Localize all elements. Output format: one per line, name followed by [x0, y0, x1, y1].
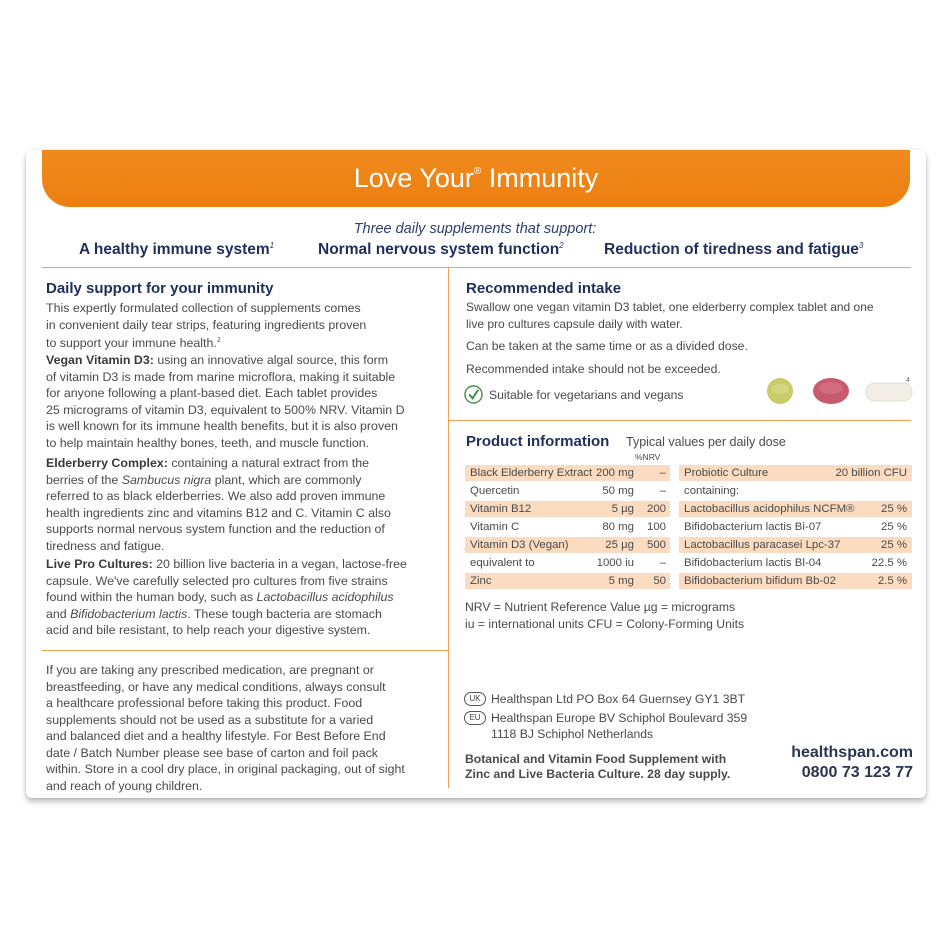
- table-row: Vitamin D3 (Vegan) 25 µg 500: [465, 537, 670, 553]
- eu-badge-icon: EU: [464, 711, 486, 725]
- eu-address-line1: Healthspan Europe BV Schiphol Boulevard 359: [491, 711, 748, 725]
- legend-nrv: NRV = Nutrient Reference Value µg = micrograms: [465, 600, 736, 614]
- divider-right: [449, 420, 911, 421]
- supplement-pills-image: [760, 375, 920, 409]
- daily-support-heading: Daily support for your immunity: [46, 280, 274, 297]
- table-row: Bifidobacterium bifidum Bb-02 2.5 %: [679, 573, 912, 589]
- table-row: equivalent to 1000 iu –: [470, 557, 666, 569]
- divided-dose-text: Can be taken at the same time or as a divided dose.: [466, 339, 748, 353]
- table-row: containing:: [684, 485, 740, 497]
- eu-address-line2: 1118 BJ Schiphol Netherlands: [491, 727, 654, 741]
- table-row: Lactobacillus paracasei Lpc-37 25 %: [679, 537, 912, 553]
- table-row: Quercetin 50 mg –: [470, 485, 666, 497]
- intake-instructions: Swallow one vegan vitamin D3 tablet, one elderberry complex tablet and one live pro cultures capsule daily with water.: [466, 300, 874, 331]
- recommended-intake-heading: Recommended intake: [466, 280, 622, 297]
- benefit-fatigue: Reduction of tiredness and fatigue$^3$: [604, 241, 864, 259]
- product-info-heading: Product information: [466, 433, 610, 450]
- not-exceeded-text: Recommended intake should not be exceeded.: [466, 362, 721, 376]
- elderberry-text: Elderberry Complex: containing a natural extract from the berries of the Sambucus nigra plant, which are commonly referred to as black elderberries. We also add proven immune health ingredients zinc and vitamins B12 and C. Vitamin C also supports normal nervous system function and the reduction of tiredness and fatigue.: [46, 456, 391, 553]
- table-row: Black Elderberry Extract 200 mg –: [465, 465, 670, 481]
- legend-iu: iu = international units CFU = Colony-Forming Units: [465, 617, 745, 631]
- uk-badge-icon: UK: [464, 692, 486, 706]
- table-row: Bifidobacterium lactis Bl-04 22.5 %: [684, 557, 907, 569]
- benefit-nervous: Normal nervous system function$^2$: [318, 241, 564, 259]
- nrv-header: %NRV: [635, 452, 661, 462]
- website-url: healthspan.com: [791, 744, 913, 761]
- table-row: Bifidobacterium lactis Bi-07 25 %: [684, 521, 907, 533]
- table-row: Lactobacillus acidophilus NCFM® 25 %: [679, 501, 912, 517]
- vitamin-d3-text: Vegan Vitamin D3: using an innovative algal source, this form of vitamin D3 is made from marine microflora, making it suitable for anyone following a plant-based diet. Each tablet provides 25 micrograms of vitamin D3, equivalent to 500% NRV. Vitamin D is well known for its immune health benefits, but it is also proven to help maintain healthy bones, teeth, and muscle function.: [46, 353, 405, 450]
- divider-vertical: [448, 267, 449, 788]
- product-description-line2: Zinc and Live Bacteria Culture. 28 day supply.: [465, 767, 731, 781]
- table-row: Zinc 5 mg 50: [465, 573, 670, 589]
- intro-text: This expertly formulated collection of supplements comes in convenient daily tear strips, featuring ingredients proven to support your immune health.$^1$: [46, 301, 367, 350]
- vegetarian-check-icon: [464, 385, 483, 404]
- pro-cultures-text: Live Pro Cultures: 20 billion live bacteria in a vegan, lactose-free capsule. We've carefully selected pro cultures from five strains found within the human body, such as Lactobacillus acidophilus and Bifidobacterium lactis. These tough bacteria are stomach acid and bile resistant, to help reach your digestive system.: [46, 557, 407, 637]
- vegetarian-label: Suitable for vegetarians and vegans: [489, 388, 684, 402]
- divider-left: [42, 650, 448, 651]
- table-row: Vitamin C 80 mg 100: [470, 521, 666, 533]
- banner-title: Love Your® Immunity: [353, 163, 599, 193]
- benefit-immune: A healthy immune system$^1$: [79, 241, 275, 259]
- table-row: Vitamin B12 5 µg 200: [465, 501, 670, 517]
- warning-text: If you are taking any prescribed medication, are pregnant or breastfeeding, or have any medical conditions, always consult a healthcare professional before taking this product. Food supplements should not be used as a substitute for a varied and balanced diet and a healthy lifestyle. For Best Before End date / Batch Number please see base of carton and foil pack within. Store in a cool dry place, in original packaging, out of sight and reach of young children.: [46, 663, 405, 793]
- product-description-line1: Botanical and Vitamin Food Supplement with: [465, 752, 727, 766]
- nutrients-table: [465, 465, 670, 591]
- pro-cultures-capsule: [866, 383, 912, 401]
- intake-ref: 4: [906, 377, 910, 384]
- uk-address: Healthspan Ltd PO Box 64 Guernsey GY1 3BT: [491, 692, 746, 706]
- table-row: Probiotic Culture 20 billion CFU: [679, 465, 912, 481]
- tagline: Three daily supplements that support:: [353, 221, 597, 237]
- probiotic-table: [679, 465, 912, 591]
- divider-top: [42, 267, 911, 268]
- title-banner: [42, 150, 910, 207]
- phone-number: 0800 73 123 77: [801, 764, 913, 781]
- typical-values-label: Typical values per daily dose: [626, 435, 786, 449]
